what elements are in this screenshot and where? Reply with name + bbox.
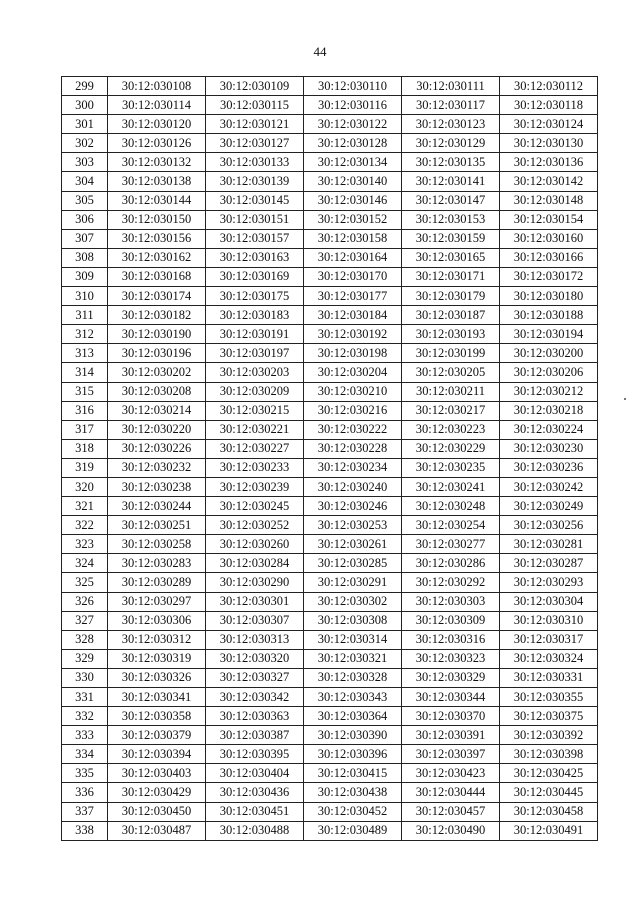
table-row [62, 554, 598, 573]
cadastral-number-cell: 30:12:030148 [500, 191, 598, 210]
cadastral-number-cell: 30:12:030180 [500, 287, 598, 306]
cadastral-number-cell: 30:12:030145 [206, 191, 304, 210]
cadastral-number-cell: 30:12:030139 [206, 172, 304, 191]
cadastral-number-cell: 30:12:030312 [108, 630, 206, 649]
cadastral-number-cell: 30:12:030166 [500, 248, 598, 267]
cadastral-number-cell: 30:12:030341 [108, 688, 206, 707]
cadastral-number-cell: 30:12:030444 [402, 783, 500, 802]
cadastral-number-cell: 30:12:030458 [500, 802, 598, 821]
cadastral-number-cell: 30:12:030122 [304, 115, 402, 134]
cadastral-number-cell: 30:12:030205 [402, 363, 500, 382]
cadastral-number-cell: 30:12:030152 [304, 210, 402, 229]
cadastral-number-cell: 30:12:030301 [206, 592, 304, 611]
cadastral-number-cell: 30:12:030199 [402, 344, 500, 363]
cadastral-number-cell: 30:12:030222 [304, 420, 402, 439]
cadastral-number-cell: 30:12:030138 [108, 172, 206, 191]
table-row [62, 497, 598, 516]
cadastral-number-cell: 30:12:030254 [402, 516, 500, 535]
cadastral-number-cell: 30:12:030202 [108, 363, 206, 382]
row-number: 309 [62, 267, 108, 286]
cadastral-number-cell: 30:12:030154 [500, 210, 598, 229]
table-row [62, 96, 598, 115]
cadastral-number-cell: 30:12:030133 [206, 153, 304, 172]
cadastral-number-cell: 30:12:030127 [206, 134, 304, 153]
cadastral-number-cell: 30:12:030342 [206, 688, 304, 707]
row-number: 327 [62, 611, 108, 630]
table-row [62, 592, 598, 611]
cadastral-number-cell: 30:12:030236 [500, 458, 598, 477]
cadastral-number-cell: 30:12:030241 [402, 477, 500, 496]
cadastral-number-cell: 30:12:030153 [402, 210, 500, 229]
cadastral-number-cell: 30:12:030256 [500, 516, 598, 535]
cadastral-number-cell: 30:12:030158 [304, 229, 402, 248]
row-number: 328 [62, 630, 108, 649]
cadastral-number-cell: 30:12:030242 [500, 477, 598, 496]
row-number: 302 [62, 134, 108, 153]
table-row [62, 821, 598, 840]
row-number: 299 [62, 77, 108, 96]
cadastral-number-cell: 30:12:030292 [402, 573, 500, 592]
row-number: 335 [62, 764, 108, 783]
cadastral-number-cell: 30:12:030253 [304, 516, 402, 535]
cadastral-number-cell: 30:12:030196 [108, 344, 206, 363]
cadastral-number-cell: 30:12:030343 [304, 688, 402, 707]
table-row [62, 688, 598, 707]
cadastral-number-cell: 30:12:030124 [500, 115, 598, 134]
cadastral-number-cell: 30:12:030214 [108, 401, 206, 420]
row-number: 319 [62, 458, 108, 477]
cadastral-number-cell: 30:12:030291 [304, 573, 402, 592]
table-row [62, 630, 598, 649]
row-number: 338 [62, 821, 108, 840]
cadastral-number-cell: 30:12:030307 [206, 611, 304, 630]
cadastral-number-cell: 30:12:030319 [108, 649, 206, 668]
cadastral-number-cell: 30:12:030190 [108, 325, 206, 344]
cadastral-number-cell: 30:12:030289 [108, 573, 206, 592]
cadastral-number-cell: 30:12:030150 [108, 210, 206, 229]
cadastral-number-cell: 30:12:030130 [500, 134, 598, 153]
cadastral-number-cell: 30:12:030327 [206, 668, 304, 687]
cadastral-number-cell: 30:12:030175 [206, 287, 304, 306]
cadastral-number-cell: 30:12:030261 [304, 535, 402, 554]
table-row [62, 153, 598, 172]
cadastral-number-cell: 30:12:030224 [500, 420, 598, 439]
cadastral-number-cell: 30:12:030226 [108, 439, 206, 458]
cadastral-number-cell: 30:12:030240 [304, 477, 402, 496]
cadastral-number-cell: 30:12:030397 [402, 745, 500, 764]
table-row [62, 649, 598, 668]
cadastral-number-cell: 30:12:030110 [304, 77, 402, 96]
cadastral-number-cell: 30:12:030398 [500, 745, 598, 764]
cadastral-number-cell: 30:12:030194 [500, 325, 598, 344]
cadastral-number-cell: 30:12:030328 [304, 668, 402, 687]
cadastral-number-cell: 30:12:030429 [108, 783, 206, 802]
cadastral-number-cell: 30:12:030395 [206, 745, 304, 764]
cadastral-number-cell: 30:12:030121 [206, 115, 304, 134]
cadastral-number-cell: 30:12:030140 [304, 172, 402, 191]
cadastral-number-cell: 30:12:030210 [304, 382, 402, 401]
row-number: 301 [62, 115, 108, 134]
table-row [62, 745, 598, 764]
table-row [62, 134, 598, 153]
cadastral-number-cell: 30:12:030188 [500, 306, 598, 325]
table-row [62, 726, 598, 745]
table-row [62, 802, 598, 821]
row-number: 337 [62, 802, 108, 821]
cadastral-number-cell: 30:12:030156 [108, 229, 206, 248]
cadastral-number-cell: 30:12:030344 [402, 688, 500, 707]
cadastral-number-cell: 30:12:030370 [402, 707, 500, 726]
row-number: 314 [62, 363, 108, 382]
table-row [62, 287, 598, 306]
row-number: 320 [62, 477, 108, 496]
cadastral-number-cell: 30:12:030147 [402, 191, 500, 210]
cadastral-number-cell: 30:12:030392 [500, 726, 598, 745]
cadastral-number-cell: 30:12:030151 [206, 210, 304, 229]
cadastral-number-cell: 30:12:030457 [402, 802, 500, 821]
cadastral-number-cell: 30:12:030169 [206, 267, 304, 286]
cadastral-number-cell: 30:12:030218 [500, 401, 598, 420]
cadastral-number-cell: 30:12:030215 [206, 401, 304, 420]
table-row [62, 611, 598, 630]
row-number: 317 [62, 420, 108, 439]
row-number: 322 [62, 516, 108, 535]
row-number: 304 [62, 172, 108, 191]
cadastral-number-cell: 30:12:030326 [108, 668, 206, 687]
cadastral-number-cell: 30:12:030136 [500, 153, 598, 172]
cadastral-number-cell: 30:12:030111 [402, 77, 500, 96]
cadastral-number-cell: 30:12:030244 [108, 497, 206, 516]
cadastral-number-cell: 30:12:030117 [402, 96, 500, 115]
cadastral-number-cell: 30:12:030142 [500, 172, 598, 191]
cadastral-number-cell: 30:12:030452 [304, 802, 402, 821]
cadastral-number-cell: 30:12:030404 [206, 764, 304, 783]
cadastral-number-cell: 30:12:030200 [500, 344, 598, 363]
cadastral-number-cell: 30:12:030489 [304, 821, 402, 840]
row-number: 330 [62, 668, 108, 687]
cadastral-number-cell: 30:12:030306 [108, 611, 206, 630]
cadastral-number-cell: 30:12:030165 [402, 248, 500, 267]
cadastral-number-cell: 30:12:030182 [108, 306, 206, 325]
cadastral-number-cell: 30:12:030246 [304, 497, 402, 516]
cadastral-number-cell: 30:12:030445 [500, 783, 598, 802]
cadastral-number-cell: 30:12:030114 [108, 96, 206, 115]
cadastral-number-cell: 30:12:030355 [500, 688, 598, 707]
row-number: 303 [62, 153, 108, 172]
cadastral-number-cell: 30:12:030116 [304, 96, 402, 115]
table-row [62, 439, 598, 458]
cadastral-number-cell: 30:12:030172 [500, 267, 598, 286]
cadastral-number-cell: 30:12:030112 [500, 77, 598, 96]
cadastral-number-cell: 30:12:030249 [500, 497, 598, 516]
cadastral-number-cell: 30:12:030425 [500, 764, 598, 783]
cadastral-number-cell: 30:12:030230 [500, 439, 598, 458]
cadastral-number-cell: 30:12:030290 [206, 573, 304, 592]
table-row [62, 115, 598, 134]
cadastral-number-cell: 30:12:030317 [500, 630, 598, 649]
table-row [62, 535, 598, 554]
table-row [62, 267, 598, 286]
cadastral-number-cell: 30:12:030162 [108, 248, 206, 267]
cadastral-number-cell: 30:12:030277 [402, 535, 500, 554]
row-number: 323 [62, 535, 108, 554]
cadastral-number-cell: 30:12:030248 [402, 497, 500, 516]
table-row [62, 248, 598, 267]
cadastral-number-cell: 30:12:030204 [304, 363, 402, 382]
cadastral-number-cell: 30:12:030436 [206, 783, 304, 802]
cadastral-number-cell: 30:12:030232 [108, 458, 206, 477]
cadastral-number-cell: 30:12:030363 [206, 707, 304, 726]
cadastral-number-cell: 30:12:030144 [108, 191, 206, 210]
row-number: 307 [62, 229, 108, 248]
table-row [62, 458, 598, 477]
cadastral-number-cell: 30:12:030329 [402, 668, 500, 687]
row-number: 310 [62, 287, 108, 306]
cadastral-number-cell: 30:12:030252 [206, 516, 304, 535]
cadastral-number-cell: 30:12:030245 [206, 497, 304, 516]
cadastral-number-cell: 30:12:030211 [402, 382, 500, 401]
cadastral-number-cell: 30:12:030308 [304, 611, 402, 630]
table-body [62, 77, 598, 841]
cadastral-number-cell: 30:12:030171 [402, 267, 500, 286]
cadastral-number-cell: 30:12:030284 [206, 554, 304, 573]
cadastral-number-cell: 30:12:030216 [304, 401, 402, 420]
cadastral-number-cell: 30:12:030423 [402, 764, 500, 783]
row-number: 321 [62, 497, 108, 516]
row-number: 316 [62, 401, 108, 420]
cadastral-number-cell: 30:12:030304 [500, 592, 598, 611]
cadastral-number-cell: 30:12:030323 [402, 649, 500, 668]
table-row [62, 668, 598, 687]
cadastral-number-cell: 30:12:030358 [108, 707, 206, 726]
cadastral-number-cell: 30:12:030321 [304, 649, 402, 668]
row-number: 306 [62, 210, 108, 229]
cadastral-number-cell: 30:12:030209 [206, 382, 304, 401]
cadastral-number-cell: 30:12:030375 [500, 707, 598, 726]
cadastral-number-cell: 30:12:030379 [108, 726, 206, 745]
cadastral-number-cell: 30:12:030310 [500, 611, 598, 630]
table-row [62, 306, 598, 325]
cadastral-number-cell: 30:12:030187 [402, 306, 500, 325]
row-number: 326 [62, 592, 108, 611]
cadastral-number-cell: 30:12:030220 [108, 420, 206, 439]
table-row [62, 172, 598, 191]
cadastral-number-cell: 30:12:030491 [500, 821, 598, 840]
cadastral-number-cell: 30:12:030313 [206, 630, 304, 649]
cadastral-number-cell: 30:12:030487 [108, 821, 206, 840]
row-number: 333 [62, 726, 108, 745]
table-row [62, 363, 598, 382]
cadastral-number-cell: 30:12:030258 [108, 535, 206, 554]
cadastral-number-cell: 30:12:030163 [206, 248, 304, 267]
page-number: 44 [313, 44, 327, 59]
cadastral-number-cell: 30:12:030281 [500, 535, 598, 554]
row-number: 318 [62, 439, 108, 458]
cadastral-number-cell: 30:12:030450 [108, 802, 206, 821]
cadastral-number-cell: 30:12:030390 [304, 726, 402, 745]
cadastral-number-cell: 30:12:030183 [206, 306, 304, 325]
cadastral-number-cell: 30:12:030192 [304, 325, 402, 344]
cadastral-number-cell: 30:12:030490 [402, 821, 500, 840]
cadastral-number-cell: 30:12:030184 [304, 306, 402, 325]
cadastral-number-cell: 30:12:030115 [206, 96, 304, 115]
row-number: 334 [62, 745, 108, 764]
cadastral-number-cell: 30:12:030129 [402, 134, 500, 153]
cadastral-number-cell: 30:12:030316 [402, 630, 500, 649]
cadastral-number-cell: 30:12:030303 [402, 592, 500, 611]
cadastral-number-cell: 30:12:030177 [304, 287, 402, 306]
cadastral-number-cell: 30:12:030293 [500, 573, 598, 592]
cadastral-number-cell: 30:12:030260 [206, 535, 304, 554]
row-number: 308 [62, 248, 108, 267]
cadastral-number-cell: 30:12:030287 [500, 554, 598, 573]
cadastral-number-cell: 30:12:030415 [304, 764, 402, 783]
cadastral-number-cell: 30:12:030174 [108, 287, 206, 306]
table-row [62, 344, 598, 363]
cadastral-number-cell: 30:12:030234 [304, 458, 402, 477]
cadastral-number-cell: 30:12:030283 [108, 554, 206, 573]
cadastral-number-cell: 30:12:030221 [206, 420, 304, 439]
cadastral-number-cell: 30:12:030324 [500, 649, 598, 668]
cadastral-number-cell: 30:12:030233 [206, 458, 304, 477]
cadastral-number-cell: 30:12:030146 [304, 191, 402, 210]
table-row [62, 77, 598, 96]
table-row [62, 516, 598, 535]
table-row [62, 382, 598, 401]
table-row [62, 420, 598, 439]
cadastral-number-cell: 30:12:030191 [206, 325, 304, 344]
row-number: 305 [62, 191, 108, 210]
cadastral-number-cell: 30:12:030488 [206, 821, 304, 840]
cadastral-number-cell: 30:12:030394 [108, 745, 206, 764]
row-number: 311 [62, 306, 108, 325]
cadastral-number-cell: 30:12:030238 [108, 477, 206, 496]
cadastral-number-cell: 30:12:030314 [304, 630, 402, 649]
cadastral-quarters-table [61, 76, 598, 841]
cadastral-number-cell: 30:12:030229 [402, 439, 500, 458]
row-number: 329 [62, 649, 108, 668]
cadastral-number-cell: 30:12:030123 [402, 115, 500, 134]
cadastral-number-cell: 30:12:030391 [402, 726, 500, 745]
cadastral-number-cell: 30:12:030206 [500, 363, 598, 382]
cadastral-number-cell: 30:12:030208 [108, 382, 206, 401]
cadastral-number-cell: 30:12:030302 [304, 592, 402, 611]
cadastral-number-cell: 30:12:030141 [402, 172, 500, 191]
cadastral-number-cell: 30:12:030223 [402, 420, 500, 439]
row-number: 312 [62, 325, 108, 344]
table-row [62, 764, 598, 783]
row-number: 325 [62, 573, 108, 592]
table-row [62, 707, 598, 726]
table-row [62, 210, 598, 229]
cadastral-number-cell: 30:12:030235 [402, 458, 500, 477]
cadastral-number-cell: 30:12:030108 [108, 77, 206, 96]
cadastral-number-cell: 30:12:030198 [304, 344, 402, 363]
row-number: 332 [62, 707, 108, 726]
cadastral-number-cell: 30:12:030285 [304, 554, 402, 573]
cadastral-number-cell: 30:12:030128 [304, 134, 402, 153]
cadastral-number-cell: 30:12:030387 [206, 726, 304, 745]
table-row [62, 325, 598, 344]
cadastral-number-cell: 30:12:030438 [304, 783, 402, 802]
table-row [62, 477, 598, 496]
table-row [62, 229, 598, 248]
cadastral-number-cell: 30:12:030251 [108, 516, 206, 535]
cadastral-number-cell: 30:12:030320 [206, 649, 304, 668]
cadastral-number-cell: 30:12:030227 [206, 439, 304, 458]
cadastral-number-cell: 30:12:030212 [500, 382, 598, 401]
row-number: 313 [62, 344, 108, 363]
table-row [62, 783, 598, 802]
cadastral-number-cell: 30:12:030286 [402, 554, 500, 573]
cadastral-number-cell: 30:12:030109 [206, 77, 304, 96]
cadastral-number-cell: 30:12:030228 [304, 439, 402, 458]
cadastral-number-cell: 30:12:030331 [500, 668, 598, 687]
scan-speck [624, 398, 626, 400]
cadastral-number-cell: 30:12:030193 [402, 325, 500, 344]
table-row [62, 573, 598, 592]
row-number: 315 [62, 382, 108, 401]
cadastral-number-cell: 30:12:030179 [402, 287, 500, 306]
row-number: 300 [62, 96, 108, 115]
table-row [62, 401, 598, 420]
cadastral-number-cell: 30:12:030239 [206, 477, 304, 496]
cadastral-number-cell: 30:12:030297 [108, 592, 206, 611]
cadastral-number-cell: 30:12:030451 [206, 802, 304, 821]
cadastral-number-cell: 30:12:030364 [304, 707, 402, 726]
cadastral-number-cell: 30:12:030217 [402, 401, 500, 420]
cadastral-number-cell: 30:12:030160 [500, 229, 598, 248]
cadastral-number-cell: 30:12:030164 [304, 248, 402, 267]
cadastral-number-cell: 30:12:030120 [108, 115, 206, 134]
cadastral-number-cell: 30:12:030132 [108, 153, 206, 172]
cadastral-number-cell: 30:12:030134 [304, 153, 402, 172]
cadastral-number-cell: 30:12:030118 [500, 96, 598, 115]
cadastral-number-cell: 30:12:030396 [304, 745, 402, 764]
cadastral-number-cell: 30:12:030197 [206, 344, 304, 363]
cadastral-number-cell: 30:12:030135 [402, 153, 500, 172]
cadastral-number-cell: 30:12:030168 [108, 267, 206, 286]
cadastral-number-cell: 30:12:030170 [304, 267, 402, 286]
table-row [62, 191, 598, 210]
cadastral-number-cell: 30:12:030126 [108, 134, 206, 153]
cadastral-number-cell: 30:12:030309 [402, 611, 500, 630]
row-number: 336 [62, 783, 108, 802]
cadastral-number-cell: 30:12:030203 [206, 363, 304, 382]
cadastral-number-cell: 30:12:030157 [206, 229, 304, 248]
row-number: 331 [62, 688, 108, 707]
cadastral-number-cell: 30:12:030159 [402, 229, 500, 248]
row-number: 324 [62, 554, 108, 573]
cadastral-number-cell: 30:12:030403 [108, 764, 206, 783]
